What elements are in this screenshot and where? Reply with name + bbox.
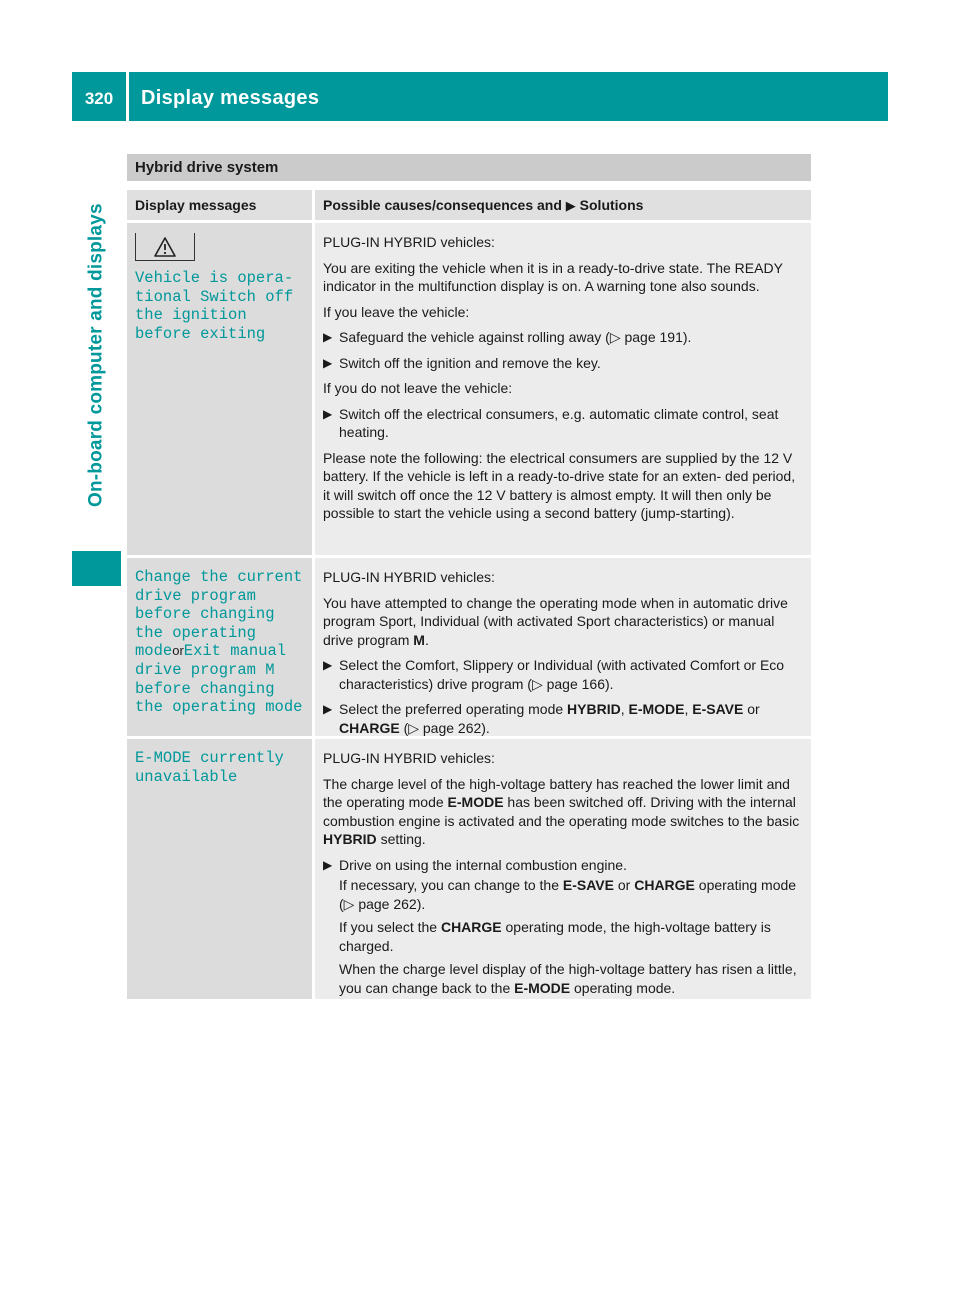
- solution-step: [323, 328, 803, 347]
- mode-label: CHARGE: [339, 719, 400, 736]
- solution-subparagraph: [339, 918, 803, 955]
- message-cell: [127, 223, 312, 555]
- text-run: has been switched off. Driving with the internal combustion engine is activated and the operating mode switches to the basic: [323, 794, 800, 829]
- text-run: or: [747, 701, 760, 717]
- mode-label: HYBRID: [323, 831, 377, 847]
- side-tab-text: On-board computer and displays: [85, 203, 107, 507]
- text-run: .: [424, 631, 429, 648]
- table-row: [127, 739, 811, 999]
- display-message-part: Exit manual drive program M before changing the operating mode: [135, 642, 303, 717]
- text-run: setting.: [380, 831, 426, 847]
- solution-cell: [315, 558, 811, 736]
- text-run: When the charge level display of the high-voltage battery has risen a little, you can change back to the: [339, 961, 797, 996]
- solution-step: [323, 656, 803, 693]
- page-number: 320: [84, 89, 114, 108]
- text-run: operating mode (▷ page 262).: [339, 877, 797, 912]
- solution-step-text: Switch off the electrical consumers, e.g. automatic climate control, seat heating.: [339, 405, 779, 440]
- solution-paragraph: If you do not leave the vehicle:: [323, 380, 513, 396]
- message-or-word: or: [172, 643, 184, 659]
- solution-paragraph: PLUG-IN HYBRID vehicles:: [323, 750, 495, 766]
- mode-label: E-MODE: [514, 979, 571, 996]
- display-message: [135, 568, 303, 717]
- message-cell: [127, 558, 312, 736]
- play-arrow-icon: ▶: [323, 406, 333, 421]
- text-run: operating mode, the high-voltage battery is charged.: [339, 919, 771, 954]
- message-cell: [127, 739, 312, 999]
- header-divider: [126, 72, 129, 121]
- solution-cell: [315, 739, 811, 999]
- text-run: ,: [684, 701, 689, 717]
- mode-label: CHARGE: [634, 877, 695, 893]
- section-title: Hybrid drive system: [127, 154, 811, 181]
- mode-label: E-MODE: [447, 794, 504, 810]
- solution-paragraph: Please note the following: the electrical consumers are supplied by the 12 V battery. If the vehicle is left in a ready-to-drive state for an exten- ded period, it will switch off once the 12 V battery is almost empty. It will then only be possible to start the vehicle using a second battery (jump-starting).: [323, 449, 796, 521]
- play-arrow-icon: ▶: [323, 857, 333, 872]
- solution-paragraph: [323, 775, 803, 849]
- solution-subparagraph: [339, 960, 803, 997]
- page-title: Display messages: [141, 87, 320, 109]
- solution-step: [323, 700, 803, 737]
- display-message: E-MODE currently unavailable: [135, 749, 284, 786]
- solution-step-text: Safeguard the vehicle against rolling away (▷ page 191).: [339, 329, 692, 345]
- text-run: ,: [620, 701, 625, 717]
- solution-step-text: Drive on using the internal combustion engine.: [339, 856, 627, 873]
- mode-label: E-MODE: [628, 701, 685, 717]
- mode-label: E-SAVE: [562, 877, 614, 893]
- solution-paragraph: [323, 594, 803, 650]
- solution-paragraph: PLUG-IN HYBRID vehicles:: [323, 234, 495, 250]
- mode-label: E-SAVE: [692, 701, 744, 717]
- display-message-part: Change the current drive program before changing the operating mode: [135, 568, 303, 661]
- column-header-solutions: [315, 190, 811, 220]
- text-run: If you select the: [339, 919, 438, 935]
- column-header-solutions-prefix: Possible causes/consequences and: [323, 197, 562, 213]
- column-header-solutions-suffix: Solutions: [579, 197, 644, 213]
- solution-subparagraph: [339, 876, 803, 913]
- mode-label: HYBRID: [567, 701, 621, 717]
- play-arrow-icon: ▶: [323, 658, 333, 672]
- column-header-messages: Display messages: [127, 190, 312, 220]
- solution-step-text: Select the Comfort, Slippery or Individual (with activated Comfort or Eco characteristics) drive program (▷ page 166).: [339, 657, 785, 692]
- table-row: [127, 558, 811, 736]
- table-row: [127, 223, 811, 555]
- text-run: Select the preferred operating mode: [339, 701, 564, 717]
- warning-triangle-icon-svg: [153, 236, 177, 258]
- solution-step-text: Switch off the ignition and remove the key.: [339, 354, 601, 371]
- text-run: or: [617, 877, 631, 893]
- text-run: If necessary, you can change to the: [339, 877, 559, 893]
- side-tab-label: [72, 170, 121, 540]
- mode-label: M: [413, 631, 425, 648]
- text-run: operating mode.: [574, 979, 676, 996]
- solution-paragraph: If you leave the vehicle:: [323, 303, 470, 320]
- text-run: The charge level of the high-voltage battery has reached the lower limit and the operating mode: [323, 775, 790, 810]
- solution-paragraph: You are exiting the vehicle when it is in a ready-to-drive state. The READY indicator in the multifunction display is on. A warning tone also sounds.: [323, 259, 783, 294]
- play-arrow-icon: ▶: [323, 330, 333, 344]
- side-tab-marker: [72, 551, 121, 586]
- play-arrow-icon: ▶: [323, 355, 333, 370]
- table-header: [127, 190, 811, 220]
- solution-paragraph: PLUG-IN HYBRID vehicles:: [323, 569, 495, 585]
- display-message: Vehicle is opera- tional Switch off the ignition before exiting: [135, 269, 294, 343]
- text-run: (▷ page 262).: [403, 719, 490, 736]
- solution-step: [323, 856, 803, 875]
- play-arrow-icon: ▶: [323, 702, 333, 716]
- text-run: You have attempted to change the operating mode when in automatic drive program Sport, Individual (with activated Sport characteristics) or manual drive program: [323, 594, 788, 648]
- play-arrow-icon: ▶: [565, 198, 576, 213]
- header-bar: [72, 72, 888, 121]
- solution-cell: [315, 223, 811, 555]
- solution-step: [323, 405, 803, 442]
- warning-triangle-icon: [135, 233, 195, 261]
- solution-step: [323, 354, 803, 373]
- mode-label: CHARGE: [440, 919, 502, 935]
